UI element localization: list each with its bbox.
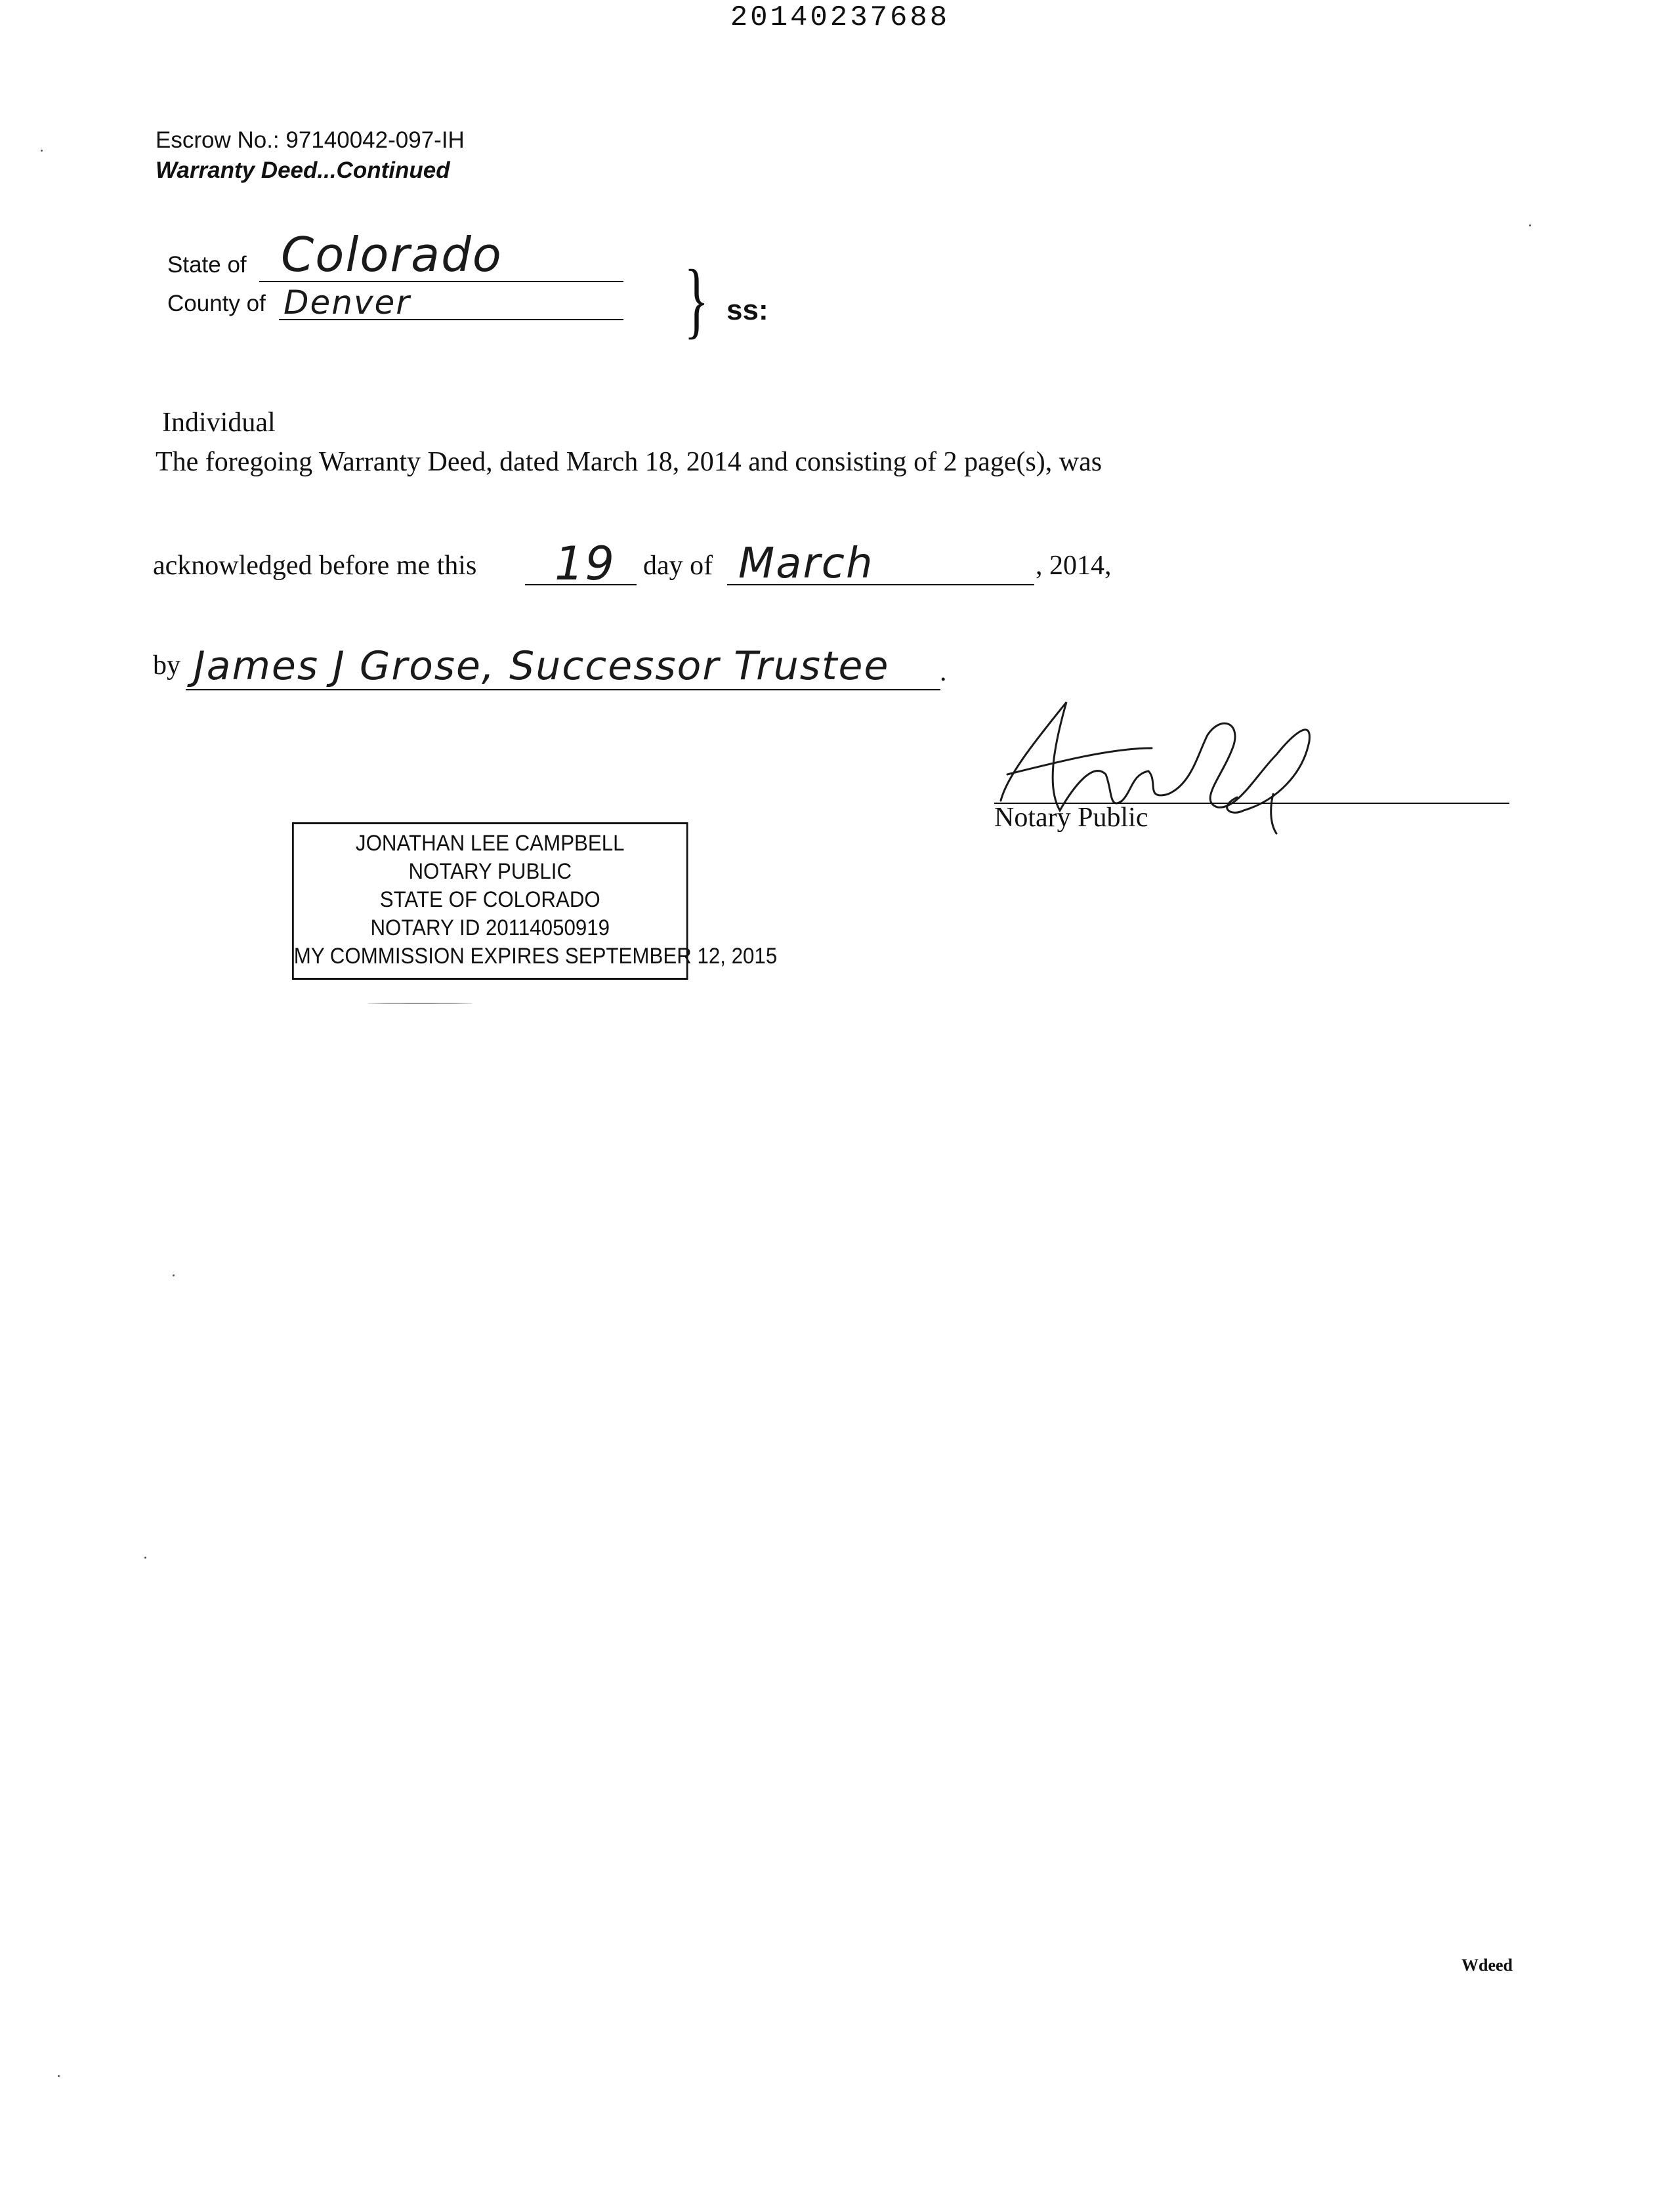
stamp-notary-id: NOTARY ID 20114050919 xyxy=(370,915,610,940)
acknowledged-before-label: acknowledged before me this xyxy=(153,551,477,581)
day-of-label: day of xyxy=(643,551,713,581)
scan-speck xyxy=(1529,224,1531,226)
deed-subtitle: Warranty Deed...Continued xyxy=(156,158,450,183)
form-code: Wdeed xyxy=(1461,1956,1513,1975)
venue-brace: } xyxy=(684,253,709,347)
by-handwritten-value: James J Grose, Successor Trustee xyxy=(194,643,890,689)
acknowledgment-line-1: The foregoing Warranty Deed, dated March 18, 2014 and consisting of 2 page(s), was xyxy=(156,447,1102,477)
scan-speck xyxy=(144,1557,146,1559)
county-handwritten-value: Denver xyxy=(284,284,411,322)
state-handwritten-value: Colorado xyxy=(281,227,503,282)
document-number: 20140237688 xyxy=(730,1,950,34)
stamp-commission-expiry: MY COMMISSION EXPIRES SEPTEMBER 12, 2015 xyxy=(293,944,778,969)
year-suffix: , 2014, xyxy=(1036,551,1112,581)
by-underline xyxy=(186,689,940,690)
escrow-label: Escrow No.: xyxy=(156,127,280,153)
notary-stamp xyxy=(292,822,778,980)
county-label: County of xyxy=(167,291,266,316)
day-handwritten-value: 19 xyxy=(555,537,616,591)
escrow-number: 97140042-097-IH xyxy=(285,127,465,153)
stamp-notary-title: NOTARY PUBLIC xyxy=(408,859,572,884)
scan-speck xyxy=(58,2075,60,2077)
by-period: . xyxy=(940,657,947,687)
stamp-state: STATE OF COLORADO xyxy=(379,887,600,912)
stamp-notary-name: JONATHAN LEE CAMPBELL xyxy=(355,831,625,856)
ss-label: ss: xyxy=(726,294,768,326)
acknowledgment-type: Individual xyxy=(162,408,276,438)
scan-speck xyxy=(173,1274,175,1276)
escrow-number-line xyxy=(156,127,465,154)
state-label: State of xyxy=(167,252,247,278)
month-handwritten-value: March xyxy=(738,539,874,588)
scan-speck xyxy=(368,1003,472,1004)
scan-speck xyxy=(41,150,43,152)
notary-public-label: Notary Public xyxy=(994,803,1148,833)
by-label: by xyxy=(153,650,180,681)
